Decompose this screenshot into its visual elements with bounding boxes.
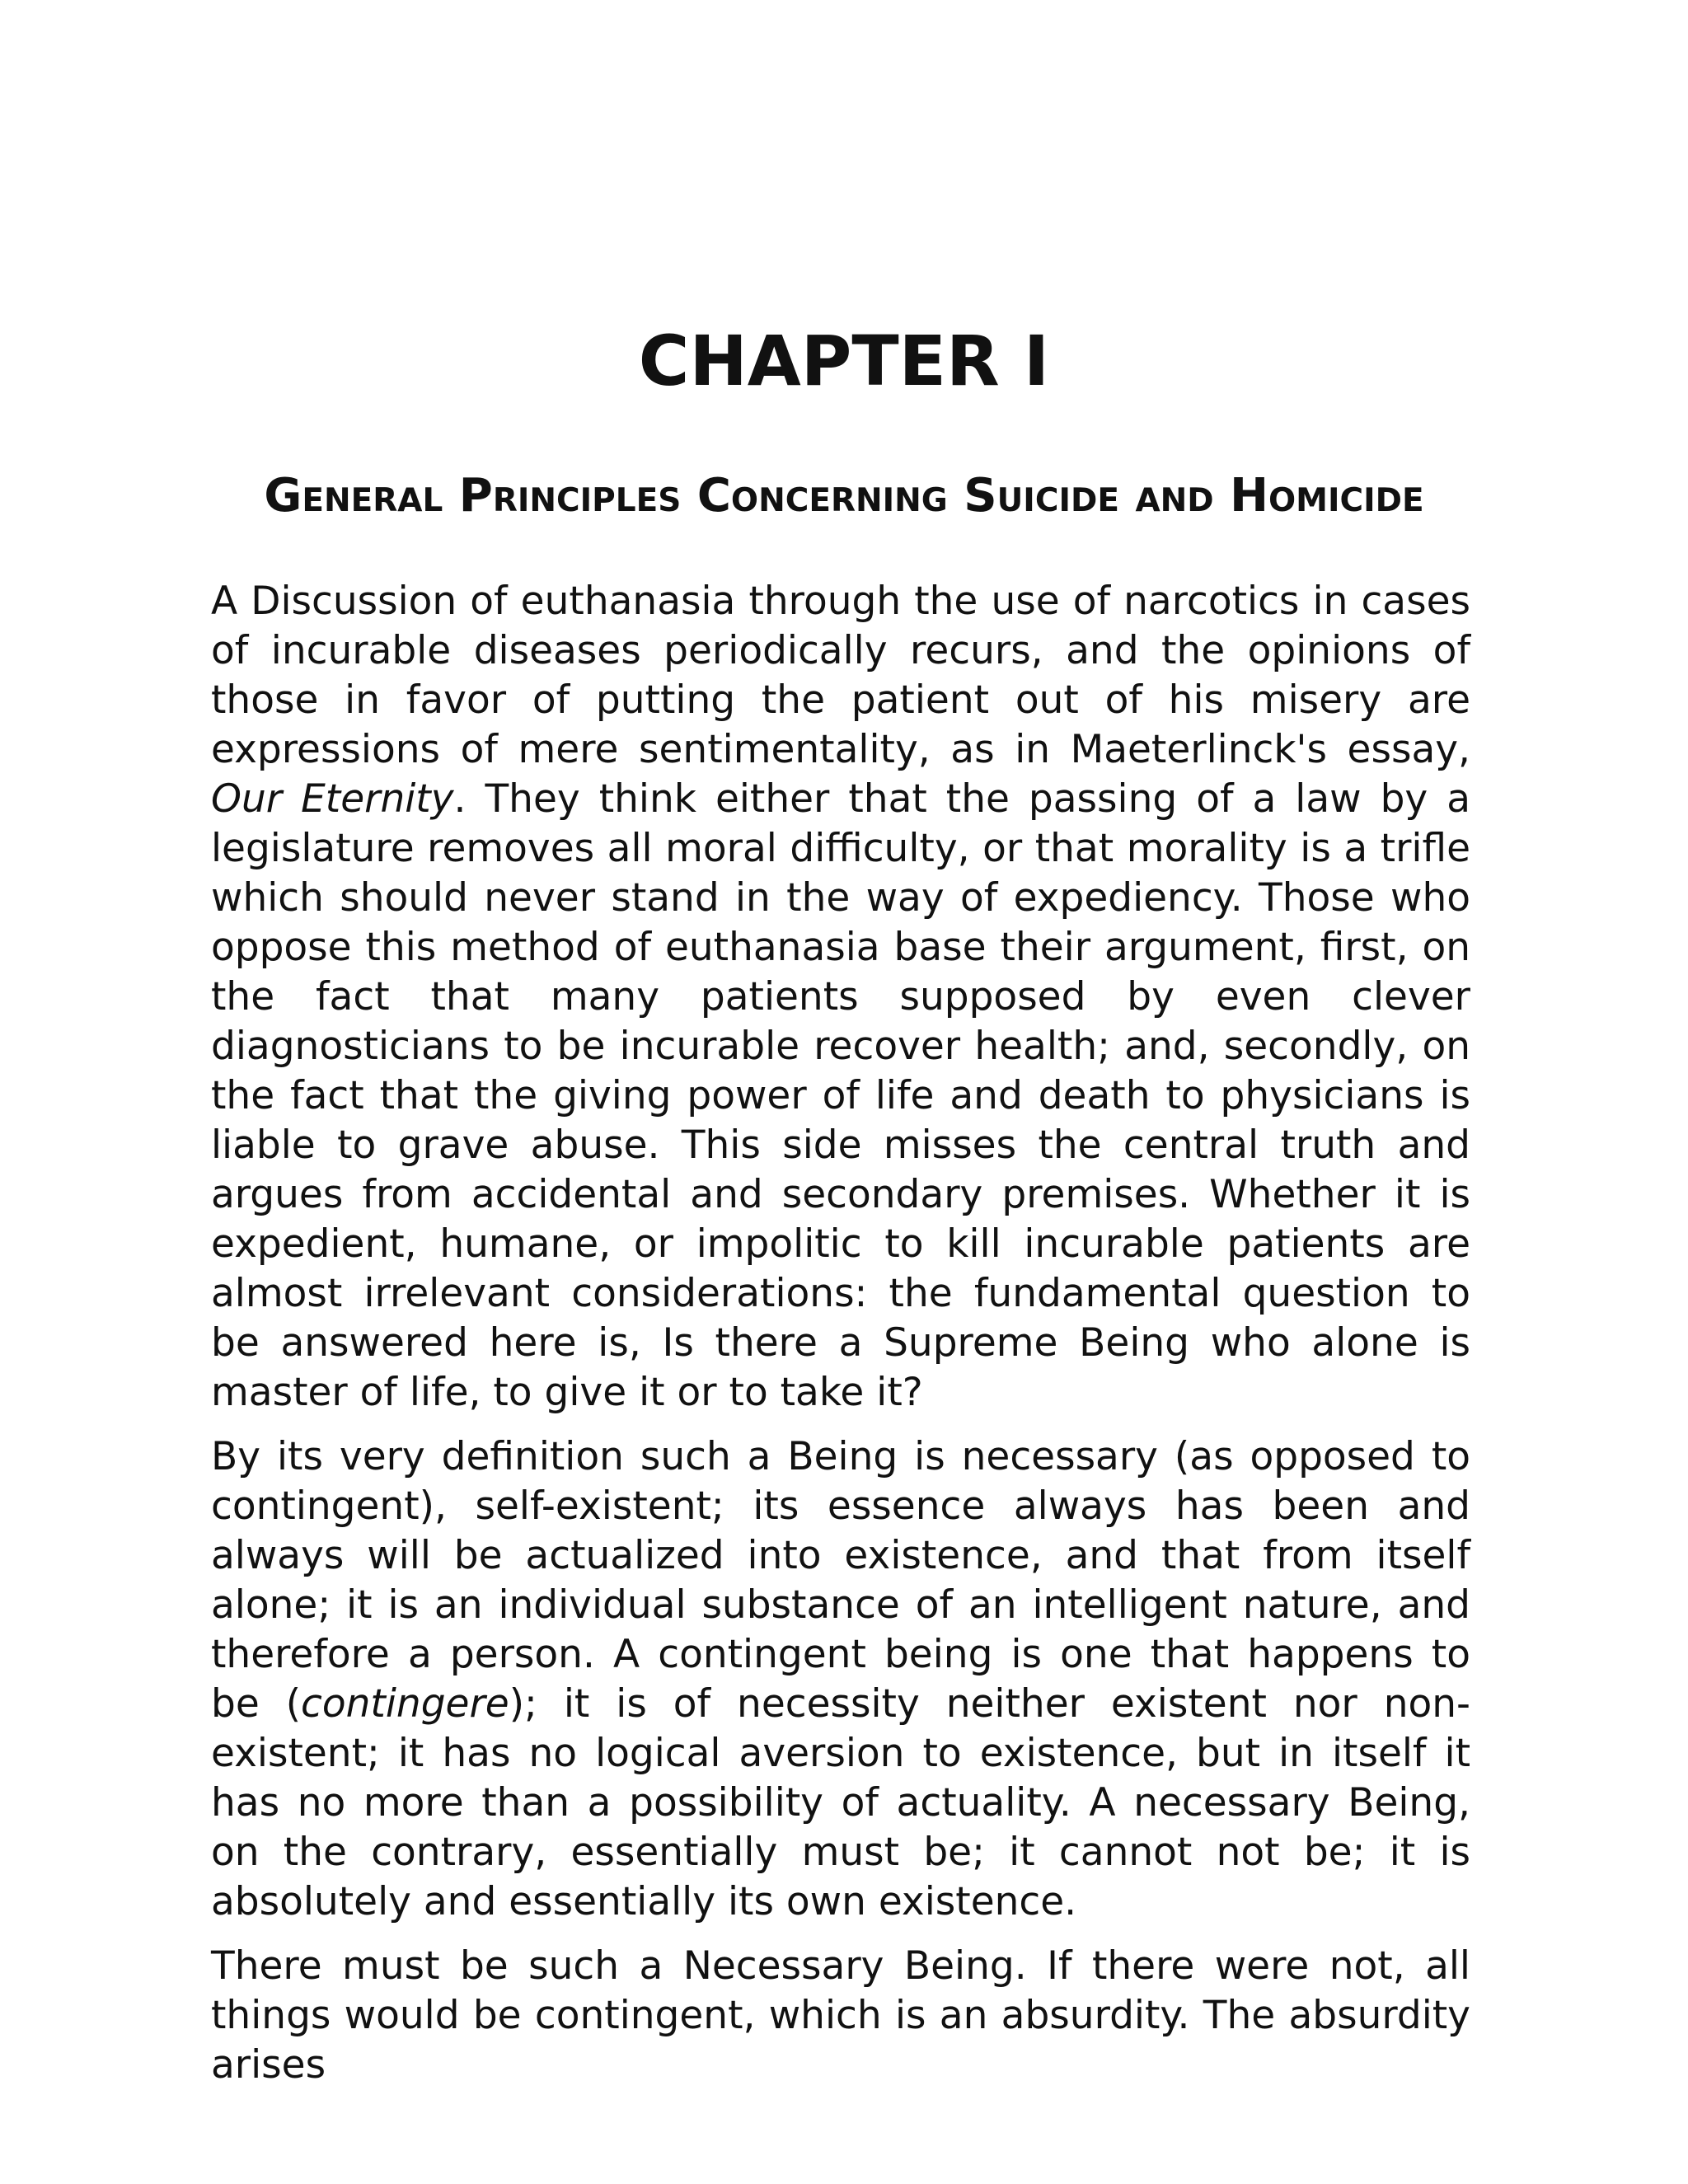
paragraph-text: There must be such a Necessary Being. If there were not, all things would be contingent, which is an absurdity. The absurdity arises [211, 1943, 1470, 2088]
paragraph-text: A Discussion of euthanasia through the use of narcotics in cases of incurable diseases periodically recurs, and the opinions of those in favor of putting the patient out of his misery are expressions of mere sentimentality, as in Maeterlinck's essay, [211, 579, 1470, 772]
paragraph-text: . They think either that the passing of a law by a legislature removes all moral difficulty, or that morality is a trifle which should never stand in the way of expediency. Those who oppose this method of euthanasia base their argument, first, on the fact that many patients supposed by even clever diagnosticians to be incurable recover health; and, secondly, on the fact that the giving power of life and death to physicians is liable to grave abuse. This side misses the central truth and argues from accidental and secondary premises. Whether it is expedient, humane, or impolitic to kill incurable patients are almost irrelevant considerations: the fundamental question to be answered here is, Is there a Supreme Being who alone is master of life, to give it or to take it? [211, 776, 1470, 1415]
book-title-emphasis: Our Eternity [211, 776, 454, 822]
latin-term-emphasis: contingere [301, 1681, 509, 1727]
paragraph-text: ); it is of necessity neither existent nor non-existent; it has no logical aversion to existence, but in itself it has no more than a possibility of actuality. A necessary Being, on the contrary, essentially must be; it cannot not be; it is absolutely and essentially its own existence. [211, 1681, 1470, 1924]
chapter-body [211, 577, 1470, 2105]
paragraph-2 [211, 1432, 1470, 1927]
paragraph-3 [211, 1942, 1470, 2090]
paragraph-1 [211, 577, 1470, 1418]
paragraph-text: By its very definition such a Being is necessary (as opposed to contingent), self-existent; its essence always has been and always will be actualized into existence, and that from itself alone; it is an individual substance of an intelligent nature, and therefore a person. A contingent being is one that happens to be ( [211, 1434, 1470, 1727]
chapter-title: CHAPTER I [638, 321, 1050, 401]
chapter-subtitle: General Principles Concerning Suicide and Homicide [264, 469, 1424, 523]
